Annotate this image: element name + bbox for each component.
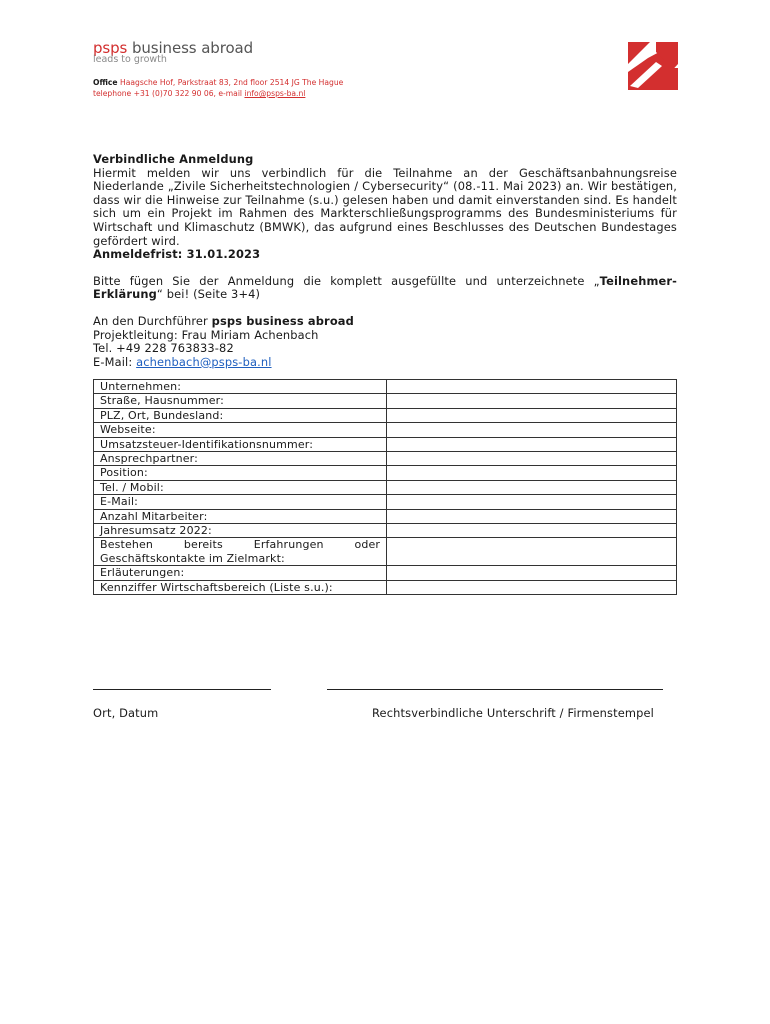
field-label: Straße, Hausnummer: [94, 394, 387, 408]
table-row [94, 566, 677, 580]
field-label: Ansprechpartner: [94, 452, 387, 466]
contact-recipient: An den Durchführer psps business abroad [93, 313, 354, 328]
office-address-text: Haagsche Hof, Parkstraat 83, 2nd floor 2514 JG The Hague [117, 78, 344, 87]
experience-label-line2: Geschäftskontakte im Zielmarkt: [100, 551, 285, 565]
postal-city-state-field[interactable] [387, 408, 677, 422]
vat-id-field[interactable] [387, 437, 677, 451]
brand-mark-icon [628, 42, 678, 90]
contact-phone: Tel. +49 228 763833-82 [93, 341, 234, 356]
table-row [94, 509, 677, 523]
contact-person-field[interactable] [387, 452, 677, 466]
signature-line[interactable] [327, 689, 663, 690]
field-label: Jahresumsatz 2022: [94, 524, 387, 538]
table-row [94, 423, 677, 437]
explanations-field[interactable] [387, 566, 677, 580]
position-field[interactable] [387, 466, 677, 480]
table-row [94, 524, 677, 538]
office-email-link[interactable]: info@psps-ba.nl [244, 89, 306, 98]
contact-email-line: E-Mail: achenbach@psps-ba.nl [93, 354, 272, 369]
street-field[interactable] [387, 394, 677, 408]
company-details-table [93, 379, 677, 595]
table-row [94, 495, 677, 509]
logo-psps-text: psps [93, 39, 128, 57]
company-logo [93, 40, 293, 65]
office-phone-text: telephone +31 (0)70 322 90 06, e-mail [93, 89, 245, 98]
office-address [93, 77, 343, 99]
table-row [94, 380, 677, 394]
office-label: Office [93, 78, 118, 87]
logo-tagline: leads to growth [93, 54, 167, 65]
field-label: Unternehmen: [94, 380, 387, 394]
field-label: Umsatzsteuer-Identifikationsnummer: [94, 437, 387, 451]
intro-paragraph: Hiermit melden wir uns verbindlich für die Teilnahme an der Geschäftsanbahnungsreise Niederlande „Zivile Sicherheitstechnologien / Cybersecurity“ (08.-11. Mai 2023) an. Wir bestätigen, dass wir die Hinweise zur Teilnahme (s.u.) gelesen haben und damit einverstanden sind. Es handelt sich um ein Projekt im Rahmen des Markterschließungsprogramms des Bundesministeriums für Wirtschaft und Klimaschutz (BMWK), das aufgrund eines Beschlusses des Deutschen Bundestages gefördert wird. [93, 165, 677, 248]
logo-business-abroad-text: business abroad [127, 39, 254, 57]
document-body [93, 153, 677, 369]
place-date-label: Ort, Datum [93, 706, 159, 720]
field-label: Anzahl Mitarbeiter: [94, 509, 387, 523]
field-label: Position: [94, 466, 387, 480]
table-row [94, 580, 677, 594]
website-field[interactable] [387, 423, 677, 437]
table-row [94, 394, 677, 408]
attachment-note: Bitte fügen Sie der Anmeldung die komplett ausgefüllte und unterzeichnete „Teilnehmer-Erklärung“ bei! (Seite 3+4) [93, 273, 677, 302]
table-row [94, 466, 677, 480]
contact-email-link[interactable]: achenbach@psps-ba.nl [136, 354, 272, 369]
annual-revenue-field[interactable] [387, 524, 677, 538]
document-title: Verbindliche Anmeldung [93, 152, 254, 166]
registration-deadline: Anmeldefrist: 31.01.2023 [93, 247, 261, 262]
table-row [94, 452, 677, 466]
signature-label: Rechtsverbindliche Unterschrift / Firmenstempel [372, 706, 654, 720]
market-experience-field[interactable] [387, 538, 677, 566]
experience-label-line1: Bestehen bereits Erfahrungen oder [100, 538, 381, 552]
table-row [94, 480, 677, 494]
table-row [94, 538, 677, 566]
employee-count-field[interactable] [387, 509, 677, 523]
field-label: Webseite: [94, 423, 387, 437]
company-name-field[interactable] [387, 380, 677, 394]
field-label: E-Mail: [94, 495, 387, 509]
field-label: Kennziffer Wirtschaftsbereich (Liste s.u.): [94, 580, 387, 594]
contact-project-lead: Projektleitung: Frau Miriam Achenbach [93, 327, 319, 342]
table-row [94, 408, 677, 422]
field-label: PLZ, Ort, Bundesland: [94, 408, 387, 422]
phone-field[interactable] [387, 480, 677, 494]
field-label [94, 538, 387, 566]
place-date-line[interactable] [93, 689, 271, 690]
field-label: Tel. / Mobil: [94, 480, 387, 494]
field-label: Erläuterungen: [94, 566, 387, 580]
sector-code-field[interactable] [387, 580, 677, 594]
table-row [94, 437, 677, 451]
email-field[interactable] [387, 495, 677, 509]
